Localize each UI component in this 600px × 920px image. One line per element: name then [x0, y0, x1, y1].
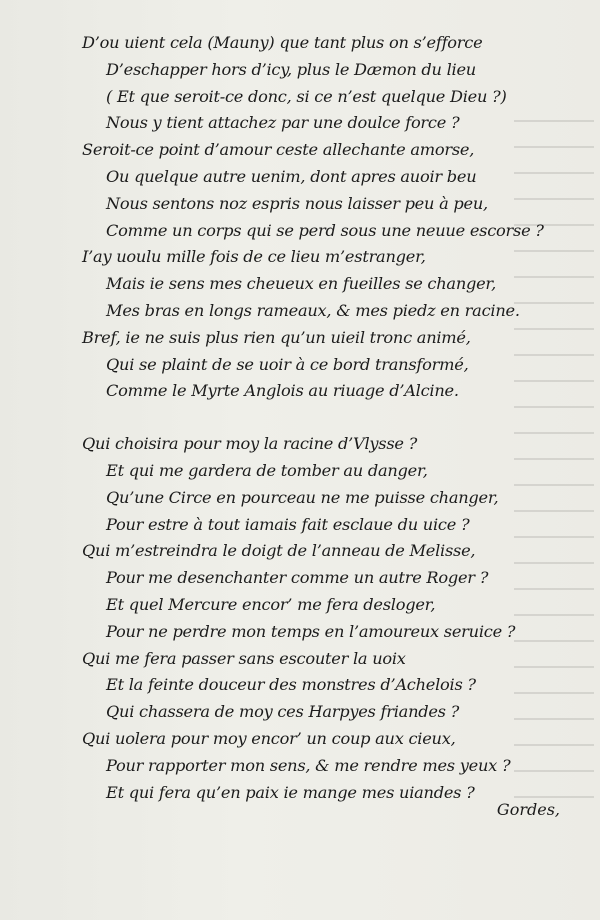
- verse-line: Pour estre à tout iamais fait esclaue du uice ?: [106, 514, 470, 534]
- verse-line: Et qui me gardera de tomber au danger,: [106, 460, 428, 480]
- catchword: Gordes,: [496, 800, 560, 819]
- verse-line: Qu’une Circe en pourceau ne me puisse changer,: [106, 487, 499, 507]
- verse-line: Mais ie sens mes cheueux en fueilles se changer,: [106, 274, 497, 294]
- stanza-2: [82, 431, 552, 806]
- stanza-1: [82, 30, 552, 405]
- verse-line: Qui me fera passer sans escouter la uoix: [82, 648, 406, 668]
- verse-line: Pour rapporter mon sens, & me rendre mes yeux ?: [106, 755, 511, 775]
- verse-line: Qui se plaint de se uoir à ce bord transformé,: [106, 354, 469, 374]
- verse-line: Pour me desenchanter comme un autre Roger ?: [106, 568, 489, 588]
- verse-line: ( Et que seroit-ce donc, si ce n’est quelque Dieu ?): [106, 86, 507, 106]
- verse-line: Qui uolera pour moy encor’ un coup aux cieux,: [82, 728, 456, 748]
- verse-line: Comme le Myrte Anglois au riuage d’Alcine.: [106, 381, 459, 401]
- verse-line: Qui choisira pour moy la racine d’Vlysse ?: [82, 434, 418, 454]
- verse-line: Mes bras en longs rameaux, & mes piedz en racine.: [106, 300, 520, 320]
- verse-line: I’ay uoulu mille fois de ce lieu m’estranger,: [82, 247, 426, 267]
- poem: [82, 30, 552, 806]
- verse-line: Comme un corps qui se perd sous une neuue escorse ?: [106, 220, 544, 240]
- verse-line: Nous sentons noz espris nous laisser peu à peu,: [106, 193, 488, 213]
- verse-line: Qui chassera de moy ces Harpyes friandes ?: [106, 702, 460, 722]
- verse-line: D’ou uient cela (Mauny) que tant plus on s’efforce: [82, 33, 483, 52]
- verse-line: Pour ne perdre mon temps en l’amoureux seruice ?: [106, 621, 516, 641]
- verse-line: Et qui fera qu’en paix ie mange mes uiandes ?: [106, 782, 475, 802]
- verse-line: D’eschapper hors d’icy, plus le Dæmon du lieu: [106, 59, 476, 79]
- verse-line: Ou quelque autre uenim, dont apres auoir beu: [106, 166, 477, 186]
- verse-line: Seroit-ce point d’amour ceste allechante amorse,: [82, 140, 475, 160]
- verse-line: Qui m’estreindra le doigt de l’anneau de Melisse,: [82, 541, 476, 561]
- verse-line: Bref, ie ne suis plus rien qu’un uieil tronc animé,: [82, 327, 471, 347]
- verse-line: Et quel Mercure encor’ me fera desloger,: [106, 594, 436, 614]
- verse-line: Nous y tient attachez par une doulce force ?: [106, 113, 460, 133]
- verse-line: Et la feinte douceur des monstres d’Achelois ?: [106, 675, 476, 695]
